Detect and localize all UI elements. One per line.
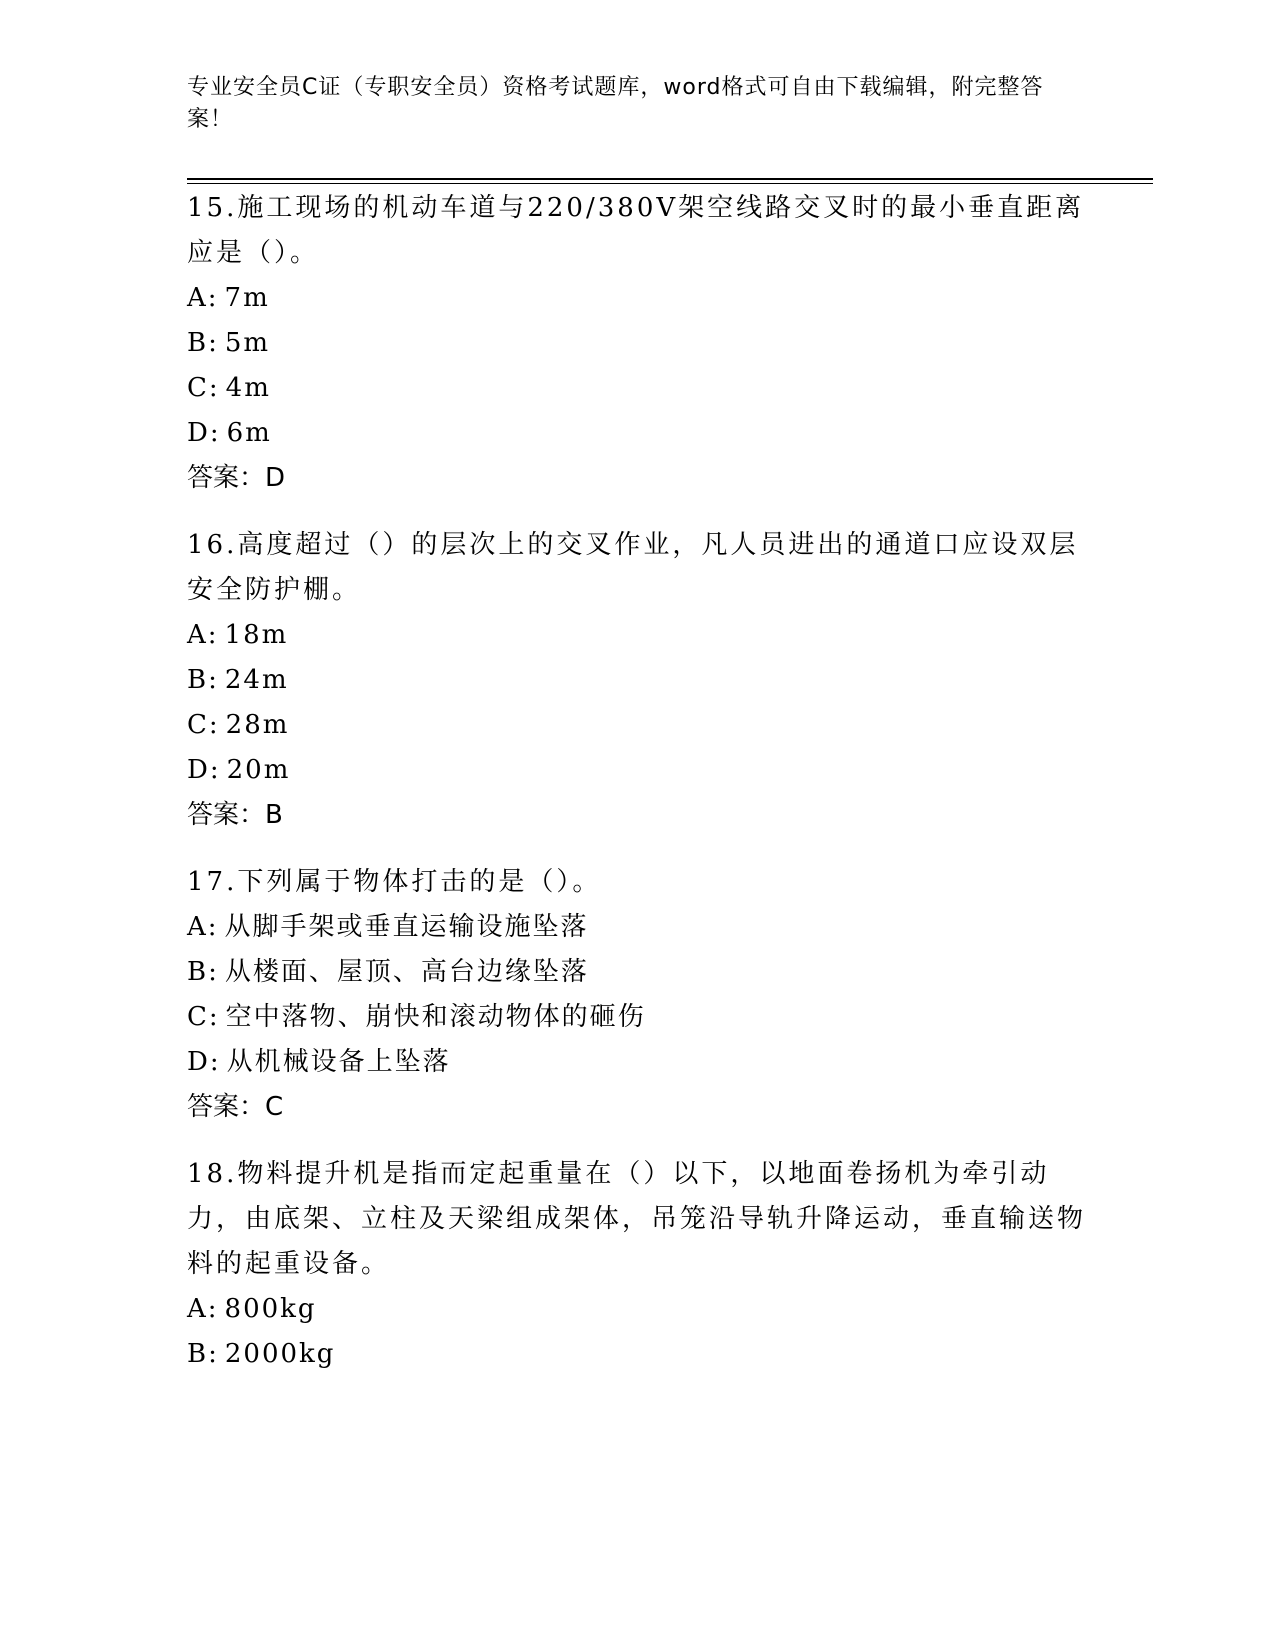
question-18 — [187, 1152, 1087, 1377]
option-b — [187, 1332, 1087, 1377]
option-d — [187, 748, 1087, 793]
option-d — [187, 1040, 1087, 1085]
answer-line: 答案：D — [187, 463, 286, 493]
header-rule-thick — [187, 178, 1153, 180]
answer-line: 答案：C — [187, 1092, 284, 1122]
option-b — [187, 658, 1087, 703]
option-text: 4m — [225, 373, 271, 403]
option-text: 800kg — [224, 1294, 317, 1324]
option-label: C: — [187, 1002, 220, 1032]
option-label: B: — [187, 1339, 219, 1369]
option-label: D: — [187, 1047, 221, 1077]
option-a — [187, 1287, 1087, 1332]
question-list — [187, 186, 1087, 1399]
option-text: 从机械设备上坠落 — [226, 1047, 451, 1077]
option-a — [187, 905, 1087, 950]
option-a — [187, 276, 1087, 321]
option-c — [187, 995, 1087, 1040]
question-15 — [187, 186, 1087, 501]
option-text: 28m — [225, 710, 290, 740]
option-label: D: — [187, 418, 221, 448]
option-text: 2000kg — [224, 1339, 336, 1369]
option-text: 从脚手架或垂直运输设施坠落 — [224, 912, 589, 942]
question-16 — [187, 523, 1087, 838]
option-a — [187, 613, 1087, 658]
option-label: C: — [187, 710, 220, 740]
option-label: B: — [187, 665, 219, 695]
option-c — [187, 703, 1087, 748]
question-stem: 18.物料提升机是指而定起重量在（）以下，以地面卷扬机为牵引动力，由底架、立柱及天梁组成架体，吊笼沿导轨升降运动，垂直输送物料的起重设备。 — [187, 1159, 1087, 1279]
question-stem: 16.高度超过（）的层次上的交叉作业，凡人员进出的通道口应设双层安全防护棚。 — [187, 530, 1079, 605]
option-text: 18m — [224, 620, 289, 650]
option-text: 空中落物、崩快和滚动物体的砸伤 — [225, 1002, 646, 1032]
option-text: 7m — [224, 283, 270, 313]
question-stem: 17.下列属于物体打击的是（）。 — [187, 867, 602, 897]
answer-line: 答案：B — [187, 800, 283, 830]
option-label: B: — [187, 957, 219, 987]
option-c — [187, 366, 1087, 411]
option-text: 24m — [224, 665, 289, 695]
option-text: 6m — [226, 418, 272, 448]
question-17 — [187, 860, 1087, 1130]
option-text: 5m — [224, 328, 271, 358]
option-text: 从楼面、屋顶、高台边缘坠落 — [224, 957, 589, 987]
option-label: B: — [187, 328, 219, 358]
option-label: A: — [187, 1294, 219, 1324]
option-b — [187, 321, 1087, 366]
option-d — [187, 411, 1087, 456]
option-b — [187, 950, 1087, 995]
option-text: 20m — [226, 755, 291, 785]
option-label: D: — [187, 755, 221, 785]
question-stem: 15.施工现场的机动车道与220/380V架空线路交叉时的最小垂直距离应是（）。 — [187, 193, 1085, 268]
option-label: A: — [187, 283, 219, 313]
option-label: A: — [187, 912, 219, 942]
option-label: C: — [187, 373, 220, 403]
option-label: A: — [187, 620, 219, 650]
header-rule-thin — [187, 183, 1153, 184]
document-header: 专业安全员C证（专职安全员）资格考试题库，word格式可自由下载编辑，附完整答案！ — [187, 75, 1044, 132]
